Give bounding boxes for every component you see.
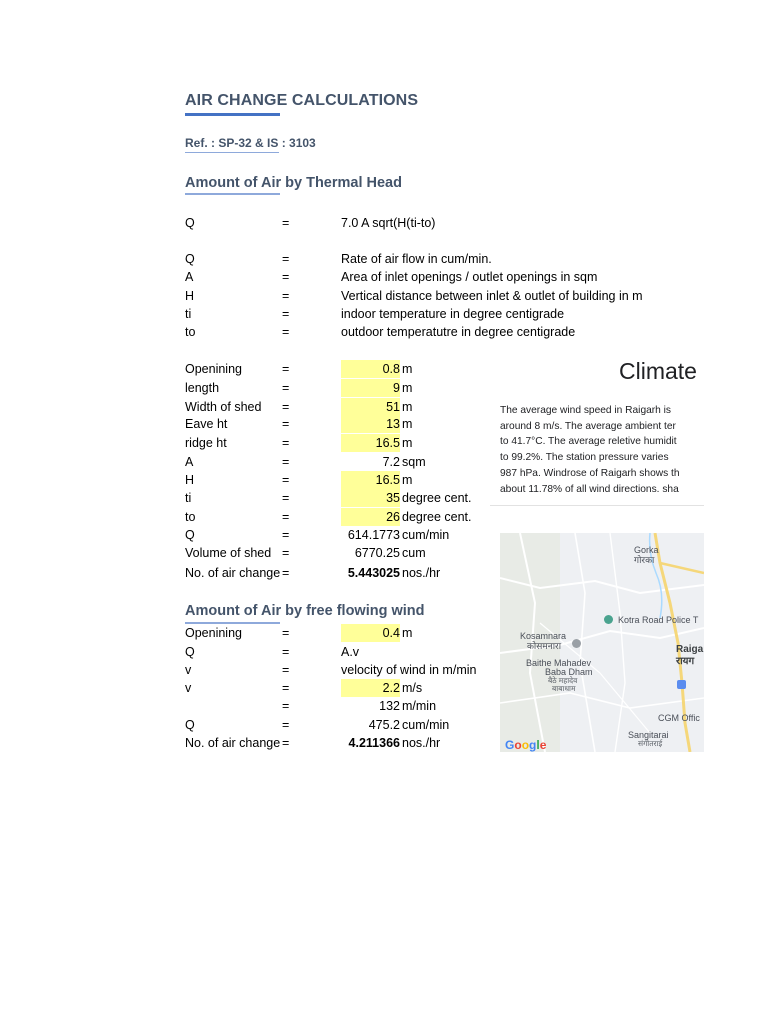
- climate-divider: [490, 505, 704, 506]
- row-label: A: [185, 270, 194, 284]
- row-label: Eave ht: [185, 417, 228, 431]
- row-equals: =: [282, 325, 290, 339]
- map-label-sangitarai: Sangitarai: [628, 730, 669, 740]
- row-label: Openining: [185, 362, 242, 376]
- row-equals: =: [282, 626, 290, 640]
- title-underline: [185, 113, 280, 116]
- row-unit: degree cent.: [402, 510, 472, 524]
- result-value: 5.443025: [347, 566, 400, 580]
- row-equals: =: [282, 362, 290, 376]
- input-value[interactable]: 16.5: [341, 434, 400, 452]
- row-label: ti: [185, 491, 192, 505]
- result-value: 132: [379, 699, 400, 713]
- row-label: H: [185, 473, 195, 487]
- row-text: Area of inlet openings / outlet openings in sqm: [341, 270, 598, 284]
- climate-line: The average wind speed in Raigarh is: [500, 405, 672, 416]
- input-value[interactable]: 51: [341, 398, 400, 416]
- row-unit: m: [402, 626, 413, 640]
- thermal-heading: Amount of Air by Thermal Head: [185, 175, 402, 191]
- row-equals: =: [282, 436, 290, 450]
- map-label-kosamnara: Kosamnara: [520, 631, 567, 641]
- row-label: to: [185, 510, 196, 524]
- map-label-raigarh-hi: रायग: [676, 656, 695, 667]
- row-equals: =: [282, 699, 290, 713]
- row-unit: m: [402, 362, 413, 376]
- row-text: 7.0 A sqrt(H(ti-to): [341, 216, 436, 230]
- row-unit: m: [402, 417, 413, 431]
- row-unit: m: [402, 381, 413, 395]
- row-unit: cum/min: [402, 528, 450, 542]
- row-label: v: [185, 681, 192, 695]
- input-value[interactable]: 26: [341, 508, 400, 526]
- row-equals: =: [282, 307, 290, 321]
- climate-line: 987 hPa. Windrose of Raigarh shows th: [500, 467, 680, 479]
- row-label: Volume of shed: [185, 546, 272, 560]
- row-label: v: [185, 663, 192, 677]
- row-label: ridge ht: [185, 436, 227, 450]
- row-equals: =: [282, 491, 290, 505]
- place-pin-icon[interactable]: [572, 639, 581, 648]
- row-equals: =: [282, 455, 290, 469]
- row-equals: =: [282, 417, 290, 431]
- climate-line: about 11.78% of all wind directions. sha: [500, 483, 679, 495]
- row-label: length: [185, 381, 220, 395]
- row-equals: =: [282, 381, 290, 395]
- row-text: A.v: [341, 645, 360, 659]
- row-label: Q: [185, 645, 195, 659]
- row-text: Rate of air flow in cum/min.: [341, 252, 492, 266]
- row-label: Q: [185, 718, 195, 732]
- row-unit: m/min: [402, 699, 437, 713]
- input-value[interactable]: 16.5: [341, 471, 400, 489]
- climate-title: Climate: [619, 358, 697, 384]
- climate-line: to 99.2%. The station pressure varies: [500, 452, 669, 464]
- map-label-baithe-1: Baithe Mahadev: [526, 658, 592, 668]
- row-label: Q: [185, 252, 195, 266]
- row-equals: =: [282, 252, 290, 266]
- row-equals: =: [282, 645, 290, 659]
- row-label: ti: [185, 307, 192, 321]
- input-value[interactable]: 0.8: [341, 360, 400, 378]
- transit-icon[interactable]: [677, 680, 686, 689]
- climate-paragraph: [500, 403, 704, 497]
- map-label-sangitarai-hi: संगीतराई: [638, 739, 663, 748]
- result-value: 7.2: [382, 455, 400, 469]
- page-title: AIR CHANGE CALCULATIONS: [185, 92, 419, 109]
- climate-line: around 8 m/s. The average ambient ter: [500, 420, 676, 432]
- input-value[interactable]: 9: [341, 379, 400, 397]
- input-value[interactable]: 35: [341, 489, 400, 507]
- input-value[interactable]: 0.4: [341, 624, 400, 642]
- thermal-heading-underline: [185, 193, 280, 195]
- row-unit: nos./hr: [402, 566, 441, 580]
- result-value: 475.2: [368, 718, 400, 732]
- google-logo: Google: [505, 738, 547, 752]
- row-equals: =: [282, 546, 290, 560]
- result-value: 6770.25: [354, 546, 400, 560]
- row-unit: nos./hr: [402, 736, 441, 750]
- input-value[interactable]: 13: [341, 415, 400, 433]
- map-label-raigarh: Raiga: [676, 644, 704, 655]
- location-map: [500, 533, 704, 752]
- map-label-baithe-2: Baba Dham: [545, 667, 593, 677]
- row-text: indoor temperature in degree centigrade: [341, 307, 565, 321]
- row-text: Vertical distance between inlet & outlet of building in m: [341, 289, 643, 303]
- map-label-gorka: Gorka: [634, 545, 659, 555]
- input-value[interactable]: 2.2: [341, 679, 400, 697]
- row-text: outdoor temperatutre in degree centigrade: [341, 325, 576, 339]
- row-equals: =: [282, 216, 290, 230]
- row-equals: =: [282, 528, 290, 542]
- row-label: No. of air change: [185, 566, 281, 580]
- result-value: 4.211366: [348, 736, 400, 750]
- row-equals: =: [282, 473, 290, 487]
- row-label: Q: [185, 528, 195, 542]
- result-value: 614.1773: [347, 528, 400, 542]
- row-unit: m/s: [402, 681, 423, 695]
- row-label: to: [185, 325, 196, 339]
- row-equals: =: [282, 270, 290, 284]
- row-equals: =: [282, 400, 290, 414]
- row-label: Openining: [185, 626, 242, 640]
- row-unit: cum: [402, 546, 426, 560]
- row-unit: m: [402, 436, 413, 450]
- row-label: A: [185, 455, 194, 469]
- police-pin-icon[interactable]: [604, 615, 613, 624]
- row-equals: =: [282, 566, 290, 580]
- row-equals: =: [282, 510, 290, 524]
- row-unit: m: [402, 400, 413, 414]
- row-label: H: [185, 289, 195, 303]
- map-label-baithe-hi-1: बैठे महादेव: [548, 676, 578, 685]
- map-label-kosamnara-hi: कोसमनारा: [527, 641, 562, 651]
- row-text: velocity of wind in m/min: [341, 663, 477, 677]
- row-equals: =: [282, 718, 290, 732]
- row-unit: m: [402, 473, 413, 487]
- row-label: Width of shed: [185, 400, 262, 414]
- row-equals: =: [282, 736, 290, 750]
- row-equals: =: [282, 681, 290, 695]
- map-label-baithe-hi-2: बाबाधाम: [552, 684, 576, 693]
- reference-underline: [185, 152, 279, 153]
- map-label-kotra: Kotra Road Police T: [618, 615, 699, 625]
- wind-heading: Amount of Air by free flowing wind: [185, 603, 425, 619]
- row-unit: cum/min: [402, 718, 450, 732]
- row-unit: sqm: [402, 455, 426, 469]
- row-label: Q: [185, 216, 195, 230]
- row-unit: degree cent.: [402, 491, 472, 505]
- row-label: No. of air change: [185, 736, 281, 750]
- map-label-cgm: CGM Offic: [658, 713, 700, 723]
- map-label-gorka-hi: गोरका: [634, 555, 655, 565]
- row-equals: =: [282, 289, 290, 303]
- reference-text: Ref. : SP-32 & IS : 3103: [185, 136, 316, 150]
- climate-line: to 41.7°C. The average reletive humidit: [500, 436, 677, 448]
- row-equals: =: [282, 663, 290, 677]
